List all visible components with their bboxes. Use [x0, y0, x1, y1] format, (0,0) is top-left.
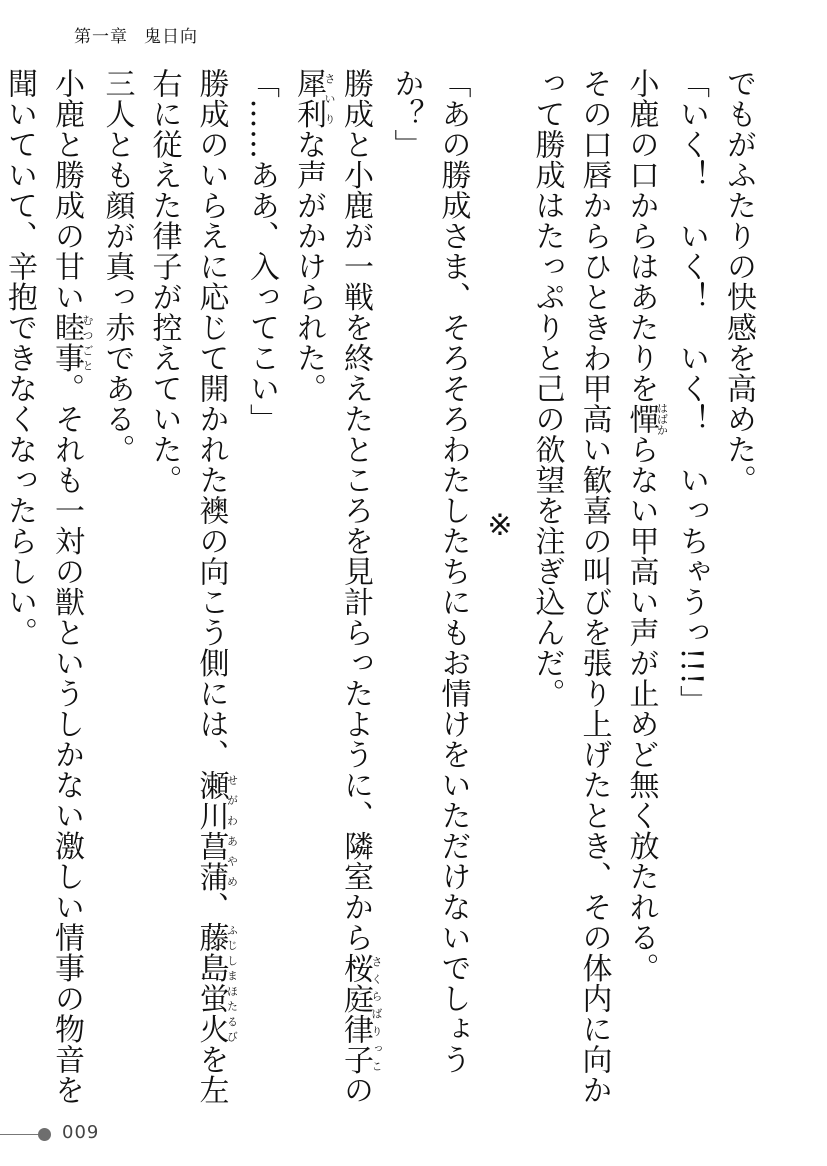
- paragraph-6-text-c: な声がかけられた。: [291, 129, 326, 404]
- ruby-mutsugoto-base: 睦事: [49, 312, 84, 373]
- footer-dot-ornament: [38, 1128, 51, 1141]
- scene-break-text: ※: [482, 508, 518, 544]
- paragraph-9: [94, 68, 141, 1113]
- ruby-fujishima-hotarubi-reading: ふじしまほたるび: [225, 922, 239, 1044]
- paragraph-8-text-b: 、: [193, 891, 229, 922]
- ruby-mutsugoto-reading: むつごと: [81, 312, 94, 373]
- paragraph-7: [238, 68, 285, 1113]
- ruby-habaka: [623, 402, 669, 436]
- paragraph-8-text-a: 勝成のいらえに応じて開かれた襖の向こう側には、: [193, 68, 229, 770]
- paragraph-9-text: 三人とも顔が真っ赤である。: [99, 68, 135, 465]
- ruby-fujishima-hotarubi-base: 藤島蛍火: [193, 922, 229, 1044]
- paragraph-10: [0, 68, 94, 1113]
- footer-rule: [0, 1134, 42, 1135]
- ruby-segawa-ayame-base: 瀬川菖蒲: [193, 769, 229, 892]
- paragraph-1-text: でもがふたりの快感を高めた。: [721, 68, 756, 495]
- chapter-title: 鬼日向: [144, 27, 198, 47]
- ruby-fujishima-hotarubi: [193, 922, 239, 1044]
- paragraph-8-text-c: を左右に従えた律子が控えていた。: [146, 68, 229, 1105]
- running-head: [74, 22, 198, 47]
- paragraph-5: [383, 68, 477, 1113]
- paragraph-2-text: 「いく！ いく！ いく！ いっちゃうっ!!!」: [674, 68, 709, 716]
- ruby-sairi-reading: さいり: [323, 68, 336, 129]
- ruby-sakuraba-ritsuko-base: 桜庭律子: [338, 952, 373, 1075]
- paragraph-8: [141, 68, 239, 1113]
- ruby-sairi: [291, 68, 336, 129]
- paragraph-3-text-a: 小鹿の口からはあたりを: [623, 68, 659, 404]
- paragraph-3-text-b: らない甲高い声が止めど無く放たれる。: [623, 434, 659, 983]
- page-footer: [0, 1120, 827, 1150]
- paragraph-4: [524, 68, 618, 1113]
- paragraph-6-text-b: の: [338, 1074, 373, 1105]
- paragraph-10-text-a: 小鹿と勝成の甘い: [49, 68, 84, 312]
- page-number: 009: [62, 1122, 100, 1143]
- paragraph-4-text: その口唇からひときわ甲高い歓喜の叫びを張り上げたとき、その体内に向かって勝成はたっぷりと己の欲望を注ぎ込んだ。: [529, 68, 612, 1105]
- paragraph-7-text: 「……ああ、入ってこい」: [244, 68, 279, 434]
- ruby-habaka-base: 憚: [623, 402, 659, 436]
- ruby-segawa-ayame: [193, 769, 239, 892]
- chapter-label: 第一章: [74, 27, 128, 47]
- paragraph-10-text-b: 。それも一対の獣というしかない激しい情事の物音を聞いていて、辛抱できなくなったらしい。: [2, 68, 84, 1105]
- paragraph-6-text-a: 勝成と小鹿が一戦を終えたところを見計らったように、隣室から: [338, 68, 373, 953]
- scene-break-mark: [477, 68, 524, 1113]
- paragraph-1: [715, 68, 762, 1113]
- paragraph-6: [285, 68, 383, 1113]
- paragraph-2: [668, 68, 715, 1113]
- ruby-sakuraba-ritsuko-reading: さくらばりっこ: [370, 952, 383, 1075]
- ruby-mutsugoto: [49, 312, 94, 373]
- ruby-sakuraba-ritsuko: [338, 952, 383, 1075]
- paragraph-5-text: 「あの勝成さま、そろそろわたしたちにもお情けをいただけないでしょうか？」: [388, 68, 471, 1075]
- ruby-sairi-base: 犀利: [291, 68, 326, 129]
- vertical-body-text: [2, 68, 762, 1113]
- paragraph-3: [618, 68, 669, 1113]
- ruby-habaka-reading: はばか: [655, 402, 669, 436]
- ruby-segawa-ayame-reading: せがわあやめ: [225, 769, 239, 892]
